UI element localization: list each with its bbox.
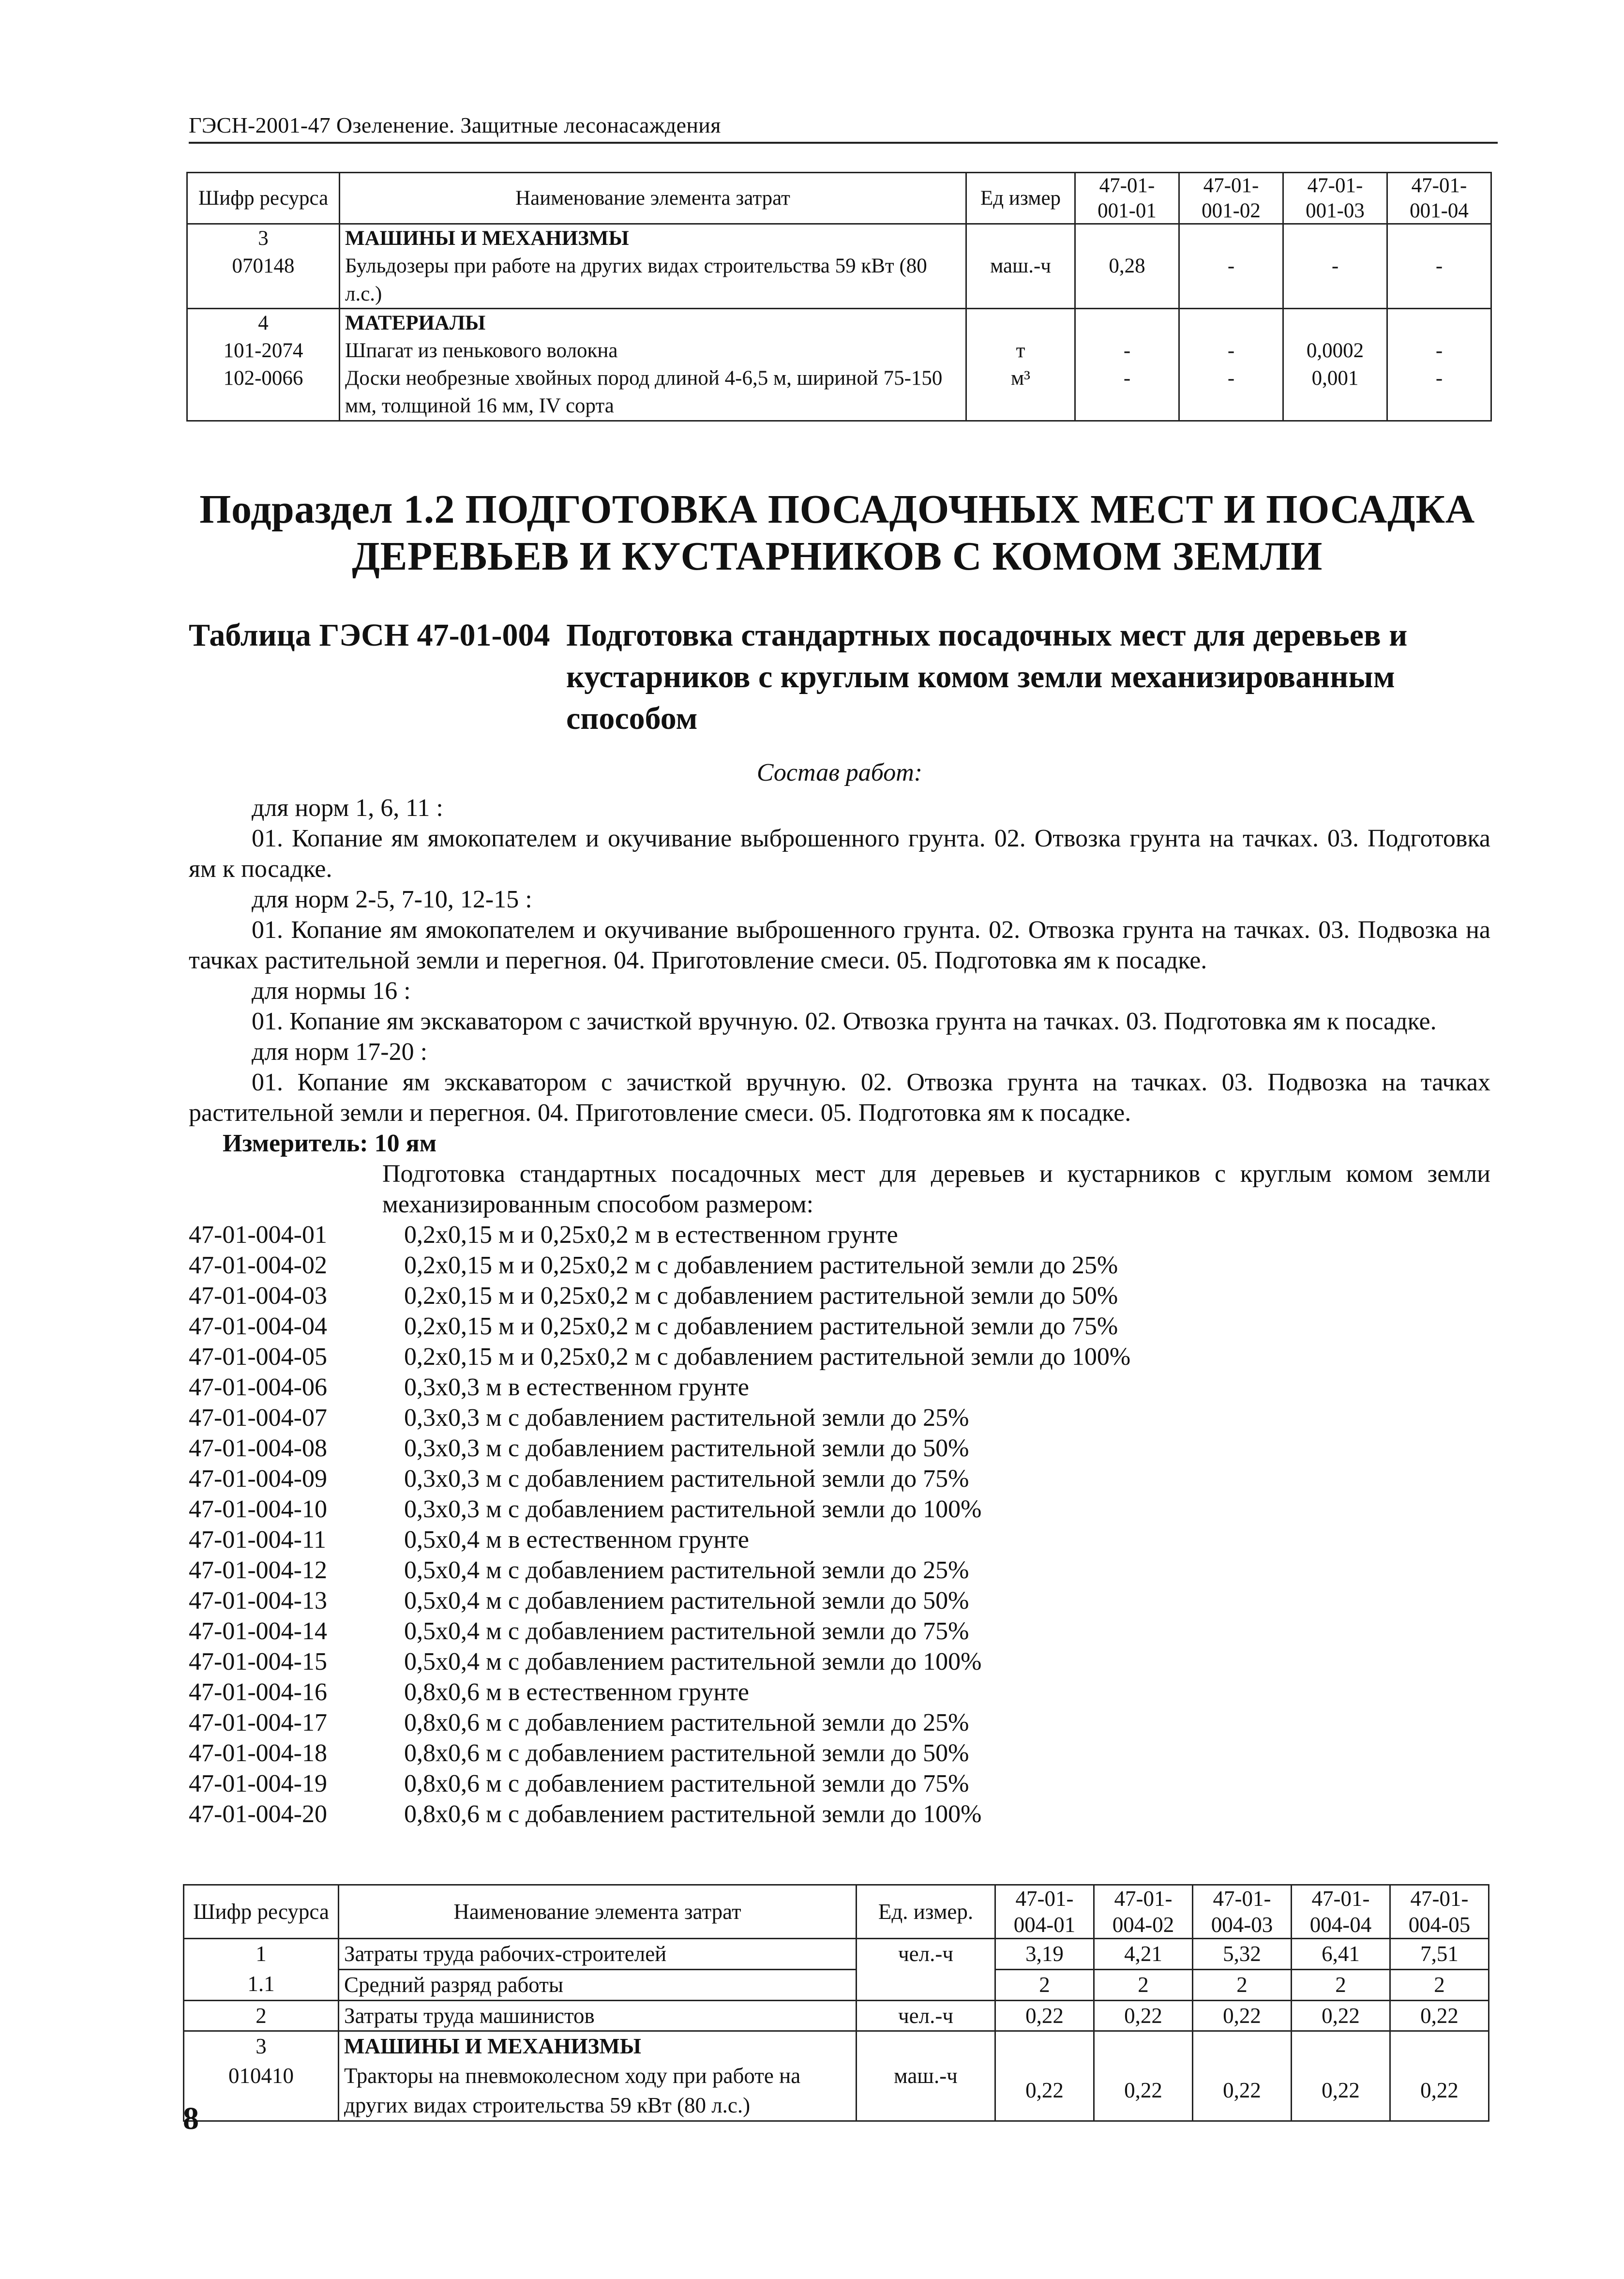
norm-group-label: для норм 1, 6, 11 : — [252, 794, 443, 822]
value-cell — [1387, 224, 1491, 253]
table-row — [187, 337, 1491, 364]
section-heading: МАТЕРИАЛЫ — [340, 308, 966, 337]
value-cell: - — [1387, 252, 1491, 308]
column-header: 47-01-004-04 — [1292, 1885, 1390, 1939]
unit-cell: т — [966, 337, 1075, 364]
norm-code: 47-01-004-17 — [189, 1709, 327, 1736]
value-cell — [1390, 2031, 1489, 2061]
norm-text: 0,8х0,6 м с добавлением растительной земли до 75% — [404, 1770, 969, 1797]
column-header: 47-01-004-01 — [995, 1885, 1094, 1939]
value-cell — [1283, 224, 1387, 253]
value-cell: 0,001 — [1283, 364, 1387, 421]
norm-group-text: 01. Копание ям ямокопателем и окучивание выброшенного грунта. 02. Отвозка грунта на тачках. 03. Подвозка на тачках растительной земли и перегноя. 04. Приготовление смеси. 05. Подготовка ям к посадке. — [189, 916, 1490, 974]
value-cell: 2 — [1094, 1969, 1193, 2000]
value-cell: - — [1387, 364, 1491, 421]
unit-cell — [966, 308, 1075, 337]
norm-item — [189, 1677, 1490, 1707]
value-cell: 0,22 — [1390, 2061, 1489, 2121]
resource-name: Доски необрезные хвойных пород длиной 4-6,5 м, шириной 75-150 мм, толщиной 16 мм, IV сорта — [340, 364, 966, 421]
table-row — [184, 2000, 1489, 2031]
norm-group-text: 01. Копание ям экскаватором с зачисткой вручную. 02. Отвозка грунта на тачках. 03. Подготовка ям к посадке. — [252, 1008, 1437, 1035]
resource-name: Тракторы на пневмоколесном ходу при работе на других видах строительства 59 кВт (80 л.с.) — [339, 2061, 857, 2121]
subsection-title — [184, 486, 1490, 580]
column-header: 47-01-004-03 — [1193, 1885, 1292, 1939]
resource-name: Бульдозеры при работе на других видах строительства 59 кВт (80 л.с.) — [340, 252, 966, 308]
norm-code: 47-01-004-08 — [189, 1434, 327, 1462]
table-title-label: Таблица ГЭСН 47-01-004 — [189, 618, 550, 653]
column-header: Наименование элемента затрат — [340, 173, 966, 224]
norm-text: 0,5х0,4 м в естественном грунте — [404, 1526, 749, 1554]
value-cell — [1283, 308, 1387, 337]
value-cell: - — [1075, 337, 1179, 364]
norm-text: 0,3х0,3 м с добавлением растительной земли до 75% — [404, 1465, 969, 1493]
measure-unit: Измеритель: 10 ям — [223, 1130, 437, 1157]
norm-code: 47-01-004-19 — [189, 1770, 327, 1797]
norm-group-text: 01. Копание ям ямокопателем и окучивание выброшенного грунта. 02. Отвозка грунта на тачках. 03. Подготовка ям к посадке. — [189, 825, 1490, 883]
column-header: Наименование элемента затрат — [339, 1885, 857, 1939]
value-cell — [1075, 224, 1179, 253]
column-header: 47-01-001-03 — [1283, 173, 1387, 224]
subsection-title-line: Подраздел 1.2 ПОДГОТОВКА ПОСАДОЧНЫХ МЕСТ И ПОСАДКА — [199, 487, 1475, 532]
column-header: Шифр ресурса — [184, 1885, 339, 1939]
value-cell: 0,22 — [1094, 2000, 1193, 2031]
column-header: Шифр ресурса — [187, 173, 340, 224]
table-title — [189, 615, 1490, 739]
norm-text: 0,3х0,3 м с добавлением растительной земли до 50% — [404, 1434, 969, 1462]
value-cell: 0,22 — [1094, 2061, 1193, 2121]
table-row — [187, 308, 1491, 337]
column-header: 47-01-004-05 — [1390, 1885, 1489, 1939]
value-cell — [1179, 308, 1283, 337]
norm-code: 47-01-004-06 — [189, 1373, 327, 1401]
value-cell: - — [1179, 364, 1283, 421]
norm-code: 47-01-004-09 — [189, 1465, 327, 1493]
norm-text: 0,8х0,6 м с добавлением растительной земли до 100% — [404, 1800, 982, 1828]
norm-item — [189, 1220, 1490, 1250]
table-header-row — [187, 173, 1491, 224]
norms-intro: Подготовка стандартных посадочных мест для деревьев и кустарников с круглым комом земли механизированным способом размером: — [382, 1160, 1490, 1218]
column-header: 47-01-001-02 — [1179, 173, 1283, 224]
resource-name: Затраты труда рабочих-строителей — [339, 1939, 857, 1970]
norm-text: 0,5х0,4 м с добавлением растительной земли до 75% — [404, 1617, 969, 1645]
table-row — [187, 224, 1491, 253]
norm-code: 47-01-004-02 — [189, 1252, 327, 1279]
column-header: Ед. измер. — [857, 1885, 995, 1939]
value-cell — [1075, 308, 1179, 337]
work-composition-heading: Состав работ: — [756, 759, 923, 786]
column-header: 47-01-001-04 — [1387, 173, 1491, 224]
table-row — [184, 1939, 1489, 1970]
resource-code: 070148 — [187, 252, 340, 308]
norm-code: 47-01-004-11 — [189, 1526, 327, 1554]
resource-code: 101-2074 — [187, 337, 340, 364]
norm-item — [189, 1250, 1490, 1281]
norm-code: 47-01-004-15 — [189, 1648, 327, 1675]
value-cell: 0,22 — [1292, 2061, 1390, 2121]
norm-text: 0,2х0,15 м и 0,25х0,2 м с добавлением растительной земли до 75% — [404, 1313, 1118, 1340]
norm-text: 0,2х0,15 м и 0,25х0,2 м в естественном грунте — [404, 1221, 898, 1249]
value-cell: 5,32 — [1193, 1939, 1292, 1970]
value-cell: 2 — [995, 1969, 1094, 2000]
unit-cell: маш.-ч — [966, 252, 1075, 308]
column-header: 47-01-001-01 — [1075, 173, 1179, 224]
unit-cell — [857, 2031, 995, 2061]
resource-code: 1.1 — [184, 1969, 339, 2000]
norm-text: 0,2х0,15 м и 0,25х0,2 м с добавлением растительной земли до 25% — [404, 1252, 1118, 1279]
unit-cell — [857, 1969, 995, 2000]
norm-code: 47-01-004-16 — [189, 1678, 327, 1706]
unit-cell: маш.-ч — [857, 2061, 995, 2121]
norm-text: 0,2х0,15 м и 0,25х0,2 м с добавлением растительной земли до 50% — [404, 1282, 1118, 1310]
value-cell: 0,22 — [1292, 2000, 1390, 2031]
value-cell — [1387, 308, 1491, 337]
work-composition — [189, 757, 1490, 1829]
resource-code: 4 — [187, 308, 340, 337]
norm-item — [189, 1616, 1490, 1646]
norm-code: 47-01-004-05 — [189, 1343, 327, 1371]
value-cell: - — [1283, 252, 1387, 308]
resource-name: Шпагат из пенькового волокна — [340, 337, 966, 364]
norm-code: 47-01-004-18 — [189, 1739, 327, 1767]
value-cell — [995, 2031, 1094, 2061]
table-row — [187, 364, 1491, 421]
norm-group-label: для норм 2-5, 7-10, 12-15 : — [252, 886, 532, 913]
norm-code: 47-01-004-01 — [189, 1221, 327, 1249]
norm-code: 47-01-004-12 — [189, 1556, 327, 1584]
norm-text: 0,5х0,4 м с добавлением растительной земли до 100% — [404, 1648, 982, 1675]
norm-item — [189, 1433, 1490, 1464]
norm-item — [189, 1799, 1490, 1829]
norm-text: 0,5х0,4 м с добавлением растительной земли до 25% — [404, 1556, 969, 1584]
norm-item — [189, 1738, 1490, 1768]
norm-code: 47-01-004-03 — [189, 1282, 327, 1310]
norm-item — [189, 1464, 1490, 1494]
value-cell: 0,22 — [995, 2000, 1094, 2031]
norm-item — [189, 1281, 1490, 1311]
norm-text: 0,8х0,6 м в естественном грунте — [404, 1678, 749, 1706]
norm-group-text: 01. Копание ям экскаватором с зачисткой вручную. 02. Отвозка грунта на тачках. 03. Подвозка на тачках растительной земли и перегноя. 04. Приготовление смеси. 05. Подготовка ям к посадке. — [189, 1069, 1490, 1127]
column-header: Ед измер — [966, 173, 1075, 224]
value-cell: 7,51 — [1390, 1939, 1489, 1970]
resource-code: 1 — [184, 1939, 339, 1970]
value-cell: 4,21 — [1094, 1939, 1193, 1970]
norm-text: 0,2х0,15 м и 0,25х0,2 м с добавлением растительной земли до 100% — [404, 1343, 1131, 1371]
value-cell: 2 — [1390, 1969, 1489, 2000]
norm-code: 47-01-004-07 — [189, 1404, 327, 1432]
value-cell: 6,41 — [1292, 1939, 1390, 1970]
subsection-title-line: ДЕРЕВЬЕВ И КУСТАРНИКОВ С КОМОМ ЗЕМЛИ — [352, 533, 1323, 579]
section-heading: МАШИНЫ И МЕХАНИЗМЫ — [339, 2031, 857, 2061]
value-cell: 0,22 — [995, 2061, 1094, 2121]
norm-text: 0,5х0,4 м с добавлением растительной земли до 50% — [404, 1587, 969, 1615]
unit-cell: чел.-ч — [857, 2000, 995, 2031]
norm-text: 0,8х0,6 м с добавлением растительной земли до 25% — [404, 1709, 969, 1736]
value-cell: - — [1179, 337, 1283, 364]
norm-code: 47-01-004-13 — [189, 1587, 327, 1615]
norm-item — [189, 1768, 1490, 1799]
table-row — [184, 2061, 1489, 2121]
norm-item — [189, 1372, 1490, 1403]
unit-cell: чел.-ч — [857, 1939, 995, 1970]
value-cell: - — [1179, 252, 1283, 308]
norm-text: 0,3х0,3 м с добавлением растительной земли до 25% — [404, 1404, 969, 1432]
norm-text: 0,8х0,6 м с добавлением растительной земли до 50% — [404, 1739, 969, 1767]
table-title-text: Подготовка стандартных посадочных мест для деревьев и кустарников с круглым комом земли механизированным способом — [566, 618, 1408, 736]
norm-item — [189, 1403, 1490, 1433]
norm-group-label: для нормы 16 : — [252, 977, 411, 1005]
value-cell: 2 — [1292, 1969, 1390, 2000]
value-cell: 0,28 — [1075, 252, 1179, 308]
table-row — [187, 252, 1491, 308]
resource-table-bottom — [183, 1884, 1489, 2122]
table-row — [184, 2031, 1489, 2061]
norms-list — [189, 1220, 1490, 1829]
value-cell — [1094, 2031, 1193, 2061]
norm-code: 47-01-004-14 — [189, 1617, 327, 1645]
resource-code: 102-0066 — [187, 364, 340, 421]
unit-cell: м³ — [966, 364, 1075, 421]
value-cell: 0,0002 — [1283, 337, 1387, 364]
norm-item — [189, 1707, 1490, 1738]
norm-code: 47-01-004-04 — [189, 1313, 327, 1340]
value-cell: 2 — [1193, 1969, 1292, 2000]
value-cell: - — [1387, 337, 1491, 364]
section-heading: МАШИНЫ И МЕХАНИЗМЫ — [340, 224, 966, 253]
norm-text: 0,3х0,3 м в естественном грунте — [404, 1373, 749, 1401]
resource-table-top — [186, 172, 1492, 422]
resource-name: Средний разряд работы — [339, 1969, 857, 2000]
resource-code: 3 — [187, 224, 340, 253]
value-cell: 0,22 — [1193, 2000, 1292, 2031]
unit-cell — [966, 224, 1075, 253]
norm-group-label: для норм 17-20 : — [252, 1038, 428, 1066]
norm-item — [189, 1342, 1490, 1372]
resource-code: 3 — [184, 2031, 339, 2061]
value-cell — [1179, 224, 1283, 253]
column-header: 47-01-004-02 — [1094, 1885, 1193, 1939]
norm-item — [189, 1311, 1490, 1342]
value-cell — [1193, 2031, 1292, 2061]
table-header-row — [184, 1885, 1489, 1939]
running-header: ГЭСН-2001-47 Озеленение. Защитные лесонасаждения — [189, 112, 1498, 144]
value-cell: 3,19 — [995, 1939, 1094, 1970]
resource-code: 2 — [184, 2000, 339, 2031]
norm-code: 47-01-004-20 — [189, 1800, 327, 1828]
norm-item — [189, 1524, 1490, 1555]
norm-item — [189, 1646, 1490, 1677]
norm-item — [189, 1555, 1490, 1585]
norm-item — [189, 1585, 1490, 1616]
value-cell: - — [1075, 364, 1179, 421]
value-cell — [1292, 2031, 1390, 2061]
value-cell: 0,22 — [1193, 2061, 1292, 2121]
resource-code: 010410 — [184, 2061, 339, 2121]
value-cell: 0,22 — [1390, 2000, 1489, 2031]
page-number: 8 — [183, 2101, 199, 2136]
norm-text: 0,3х0,3 м с добавлением растительной земли до 100% — [404, 1495, 982, 1523]
resource-name: Затраты труда машинистов — [339, 2000, 857, 2031]
norm-item — [189, 1494, 1490, 1524]
norm-code: 47-01-004-10 — [189, 1495, 327, 1523]
table-row — [184, 1969, 1489, 2000]
